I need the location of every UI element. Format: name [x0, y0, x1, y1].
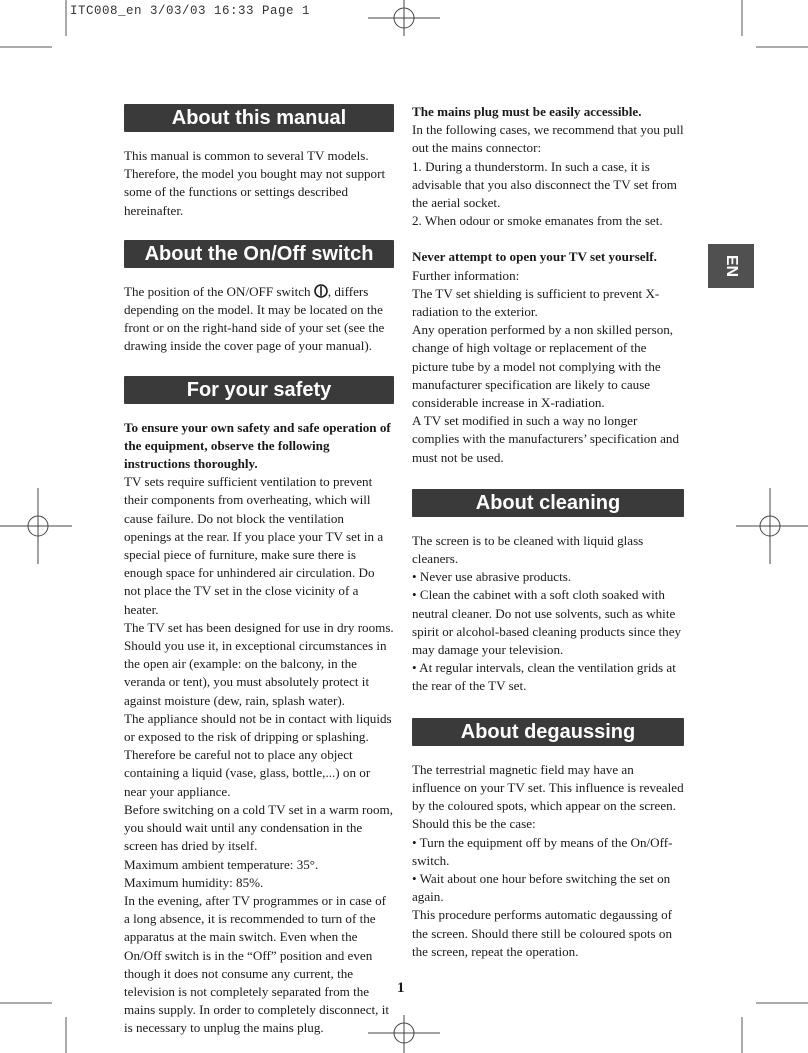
open-paragraph: Further information:	[412, 267, 520, 283]
right-column	[412, 103, 684, 961]
heading-safety: For your safety	[124, 376, 394, 404]
degaussing-text: This procedure performs automatic degaussing of the screen. Should there still be coloured spots on the screen, repeat the operation.	[412, 907, 673, 959]
open-paragraph: The TV set shielding is sufficient to prevent X-radiation to the exterior.	[412, 285, 660, 320]
mains-title: The mains plug must be easily accessible.	[412, 104, 642, 119]
heading-cleaning: About cleaning	[412, 489, 684, 517]
safety-paragraph: The TV set has been designed for use in dry rooms. Should you use it, in exceptional circumstances in the open air (example: on the balcony, in the veranda or tent), you must absolutely protect it against moisture (dew, rain, splash water).	[124, 619, 394, 708]
degaussing-bullet: • Wait about one hour before switching the set on again.	[412, 870, 671, 905]
mains-paragraph: 2. When odour or smoke emanates from the set.	[412, 213, 663, 229]
cleaning-bullet: • At regular intervals, clean the ventilation grids at the rear of the TV set.	[412, 660, 676, 694]
safety-paragraph: Maximum ambient temperature: 35°.	[124, 856, 319, 872]
safety-paragraph: The appliance should not be in contact with liquids or exposed to the risk of dripping or splashing. Therefore be careful not to place any object containing a liquid (vase, glass, bottle,...) on or near your appliance.	[124, 710, 392, 799]
open-paragraph: Any operation performed by a non skilled person, change of high voltage or replacement of the picture tube by a model not complying with the manufacturer specification are likely to cause considerable increase in X-radiation.	[412, 322, 674, 411]
onoff-text: The position of the ON/OFF switch , differs depending on the model. It may be located on the front or on the right-hand side of your set (see the drawing inside the cover page of your manual).	[124, 283, 385, 354]
degaussing-text: The terrestrial magnetic field may have an influence on your TV set. This influence is revealed by the coloured spots, which appear on the screen.	[412, 761, 684, 814]
degaussing-bullet: • Turn the equipment off by means of the On/Off-switch.	[412, 834, 673, 868]
heading-degaussing: About degaussing	[412, 718, 684, 746]
open-title: Never attempt to open your TV set yourself.	[412, 249, 657, 265]
safety-paragraph: TV sets require sufficient ventilation to prevent their components from overheating, which will cause failure. Do not block the ventilation openings at the rear. If you place your TV set in a special piece of furniture, make sure there is enough space for unhindered air circulation. Do not place the TV set in the close vicinity of a heater.	[124, 474, 384, 617]
mains-paragraph: 1. During a thunderstorm. In such a case, it is advisable that you also disconnect the TV set from the aerial socket.	[412, 158, 677, 211]
language-tab: EN	[708, 244, 754, 288]
heading-about-manual: About this manual	[124, 104, 394, 132]
left-column	[124, 104, 394, 1038]
safety-paragraph: In the evening, after TV programmes or in case of a long absence, it is recommended to turn of the apparatus at the main switch. Even when the On/Off switch is in the “Off” position and even though it does not consume any current, the television is not completely separated from the mains supply. In order to completely disconnect, it is necessary to unplug the mains plug.	[124, 892, 389, 1036]
heading-onoff-switch: About the On/Off switch	[124, 240, 394, 268]
open-paragraph: A TV set modified in such a way no longer complies with the manufacturers’ specification and must not be used.	[412, 413, 679, 465]
registration-mark-right	[736, 488, 808, 564]
degaussing-text: Should this be the case:	[412, 816, 536, 832]
page-number: 1	[397, 980, 405, 996]
safety-paragraph: Maximum humidity: 85%.	[124, 874, 264, 890]
safety-paragraph: Before switching on a cold TV set in a warm room, you should wait until any condensation in the screen has dried by itself.	[124, 801, 393, 854]
registration-mark-top	[368, 0, 440, 36]
manual-text: This manual is common to several TV models. Therefore, the model you bought may not support some of the functions or settings described hereinafter.	[124, 148, 386, 218]
cleaning-bullet: • Never use abrasive products.	[412, 569, 572, 585]
power-switch-icon	[314, 284, 328, 298]
cleaning-bullet: • Clean the cabinet with a soft cloth soaked with neutral cleaner. Do not use solvents, such as white spirit or alcohol-based cleaning products since they may damage your television.	[412, 587, 682, 658]
cleaning-text: The screen is to be cleaned with liquid glass cleaners.	[412, 532, 644, 567]
safety-intro: To ensure your own safety and safe operation of the equipment, observe the following instructions thoroughly.	[124, 419, 391, 472]
mains-paragraph: In the following cases, we recommend that you pull out the mains connector:	[412, 122, 684, 156]
registration-mark-left	[0, 488, 72, 564]
printer-slug: ITC008_en 3/03/03 16:33 Page 1	[70, 4, 311, 18]
